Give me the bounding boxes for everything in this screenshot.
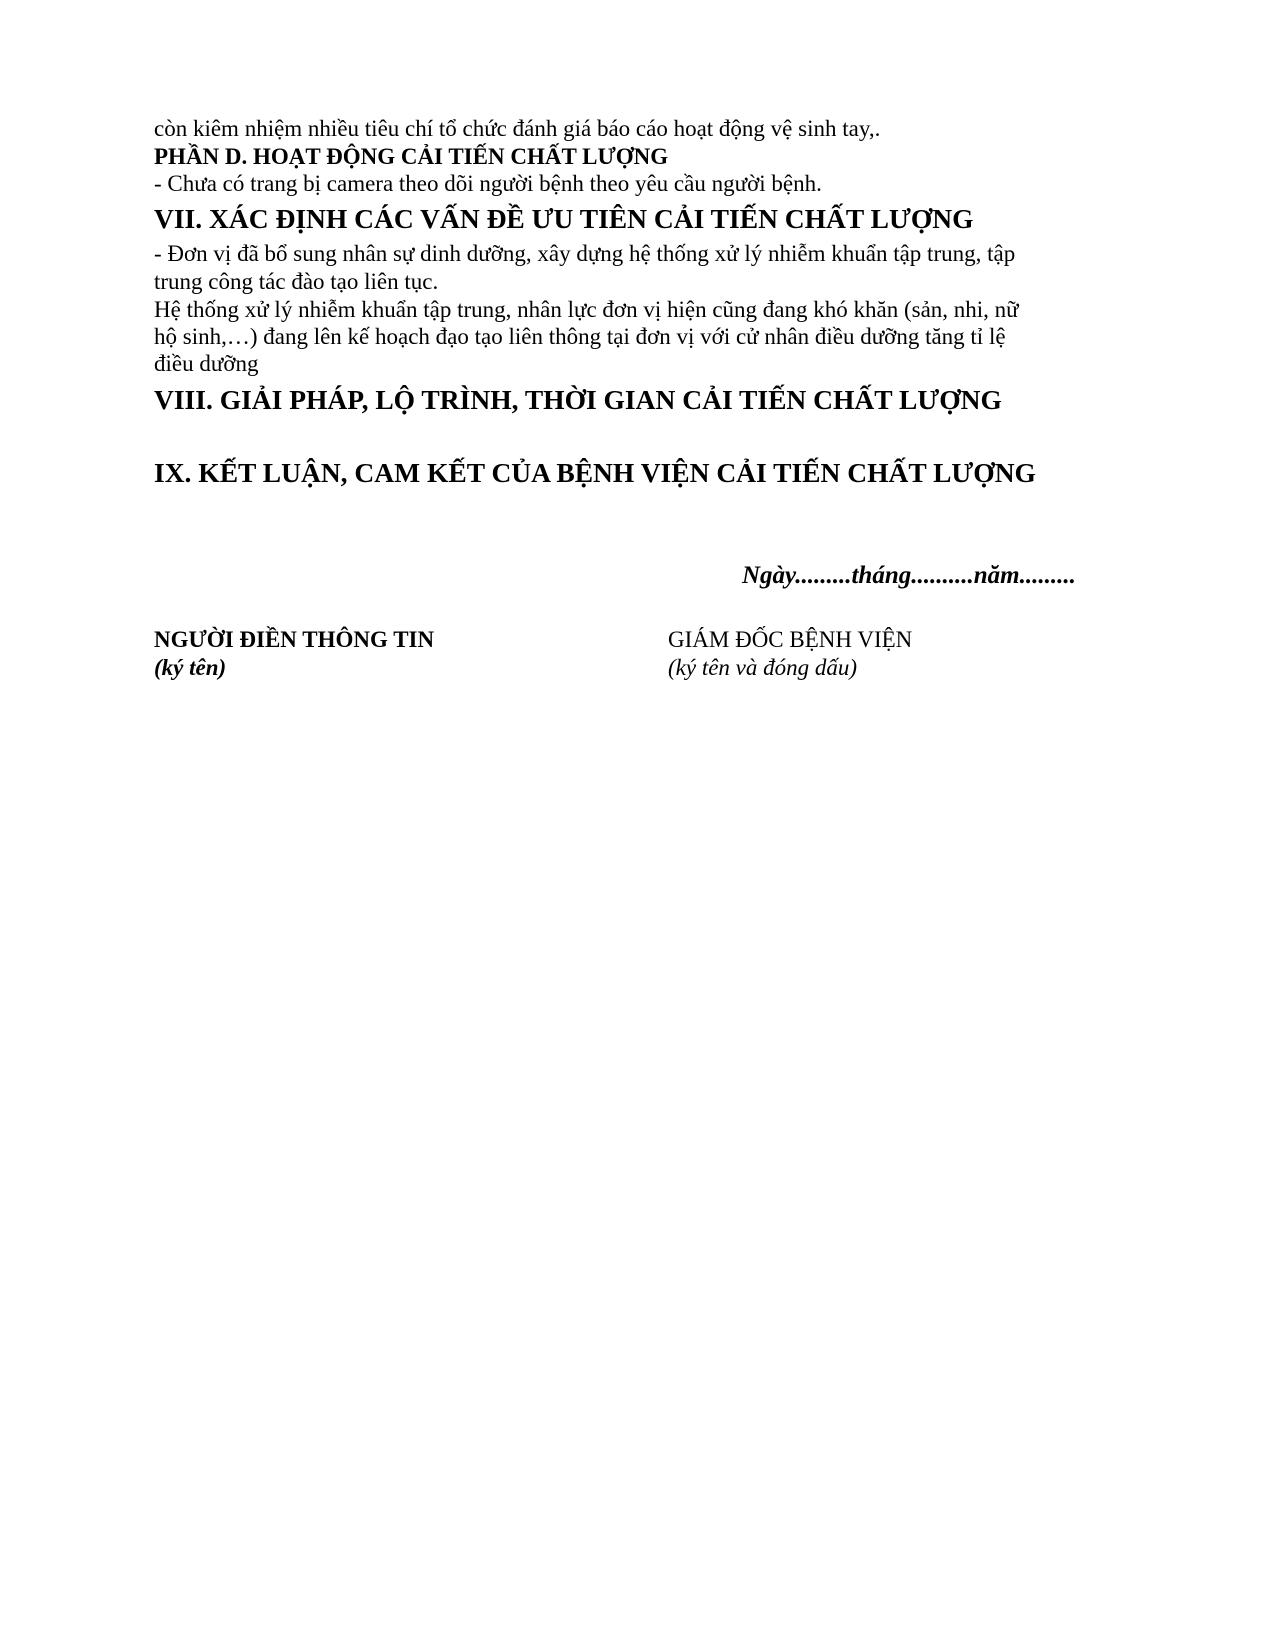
section-viii-heading: VIII. GIẢI PHÁP, LỘ TRÌNH, THỜI GIAN CẢI TIẾN CHẤT LƯỢNG [154,384,1002,415]
signer-left-note: (ký tên) [154,655,227,680]
section-d-text: - Chưa có trang bị camera theo dõi người bệnh theo yêu cầu người bệnh. [154,171,822,196]
signer-right-title: GIÁM ĐỐC BỆNH VIỆN [668,627,913,652]
signer-right-note: (ký tên và đóng dấu) [668,655,858,680]
section-d-heading: PHẦN D. HOẠT ĐỘNG CẢI TIẾN CHẤT LƯỢNG [154,144,669,169]
section-vii-paragraph-line: hộ sinh,…) đang lên kế hoạch đạo tạo liên thông tại đơn vị với cử nhân điều dưỡng tăng tỉ lệ [154,324,1006,349]
section-vii-heading: VII. XÁC ĐỊNH CÁC VẤN ĐỀ ƯU TIÊN CẢI TIẾN CHẤT LƯỢNG [154,203,974,234]
section-vii-paragraph-line: Hệ thống xử lý nhiễm khuẩn tập trung, nhân lực đơn vị hiện cũng đang khó khăn (sản, nhi, nữ [154,297,1019,322]
date-line: Ngày.........tháng..........năm......... [742,562,1076,589]
section-vii-paragraph-line: điều dưỡng [154,351,259,376]
body-text-line: còn kiêm nhiệm nhiều tiêu chí tổ chức đánh giá báo cáo hoạt động vệ sinh tay,. [154,116,881,141]
signer-left-title: NGƯỜI ĐIỀN THÔNG TIN [154,627,435,652]
section-vii-paragraph-line: - Đơn vị đã bổ sung nhân sự dinh dưỡng, xây dựng hệ thống xử lý nhiễm khuẩn tập trung, tập [154,241,1016,266]
section-vii-paragraph-line: trung công tác đào tạo liên tục. [154,269,439,294]
section-ix-heading: IX. KẾT LUẬN, CAM KẾT CỦA BỆNH VIỆN CẢI TIẾN CHẤT LƯỢNG [154,457,1036,488]
